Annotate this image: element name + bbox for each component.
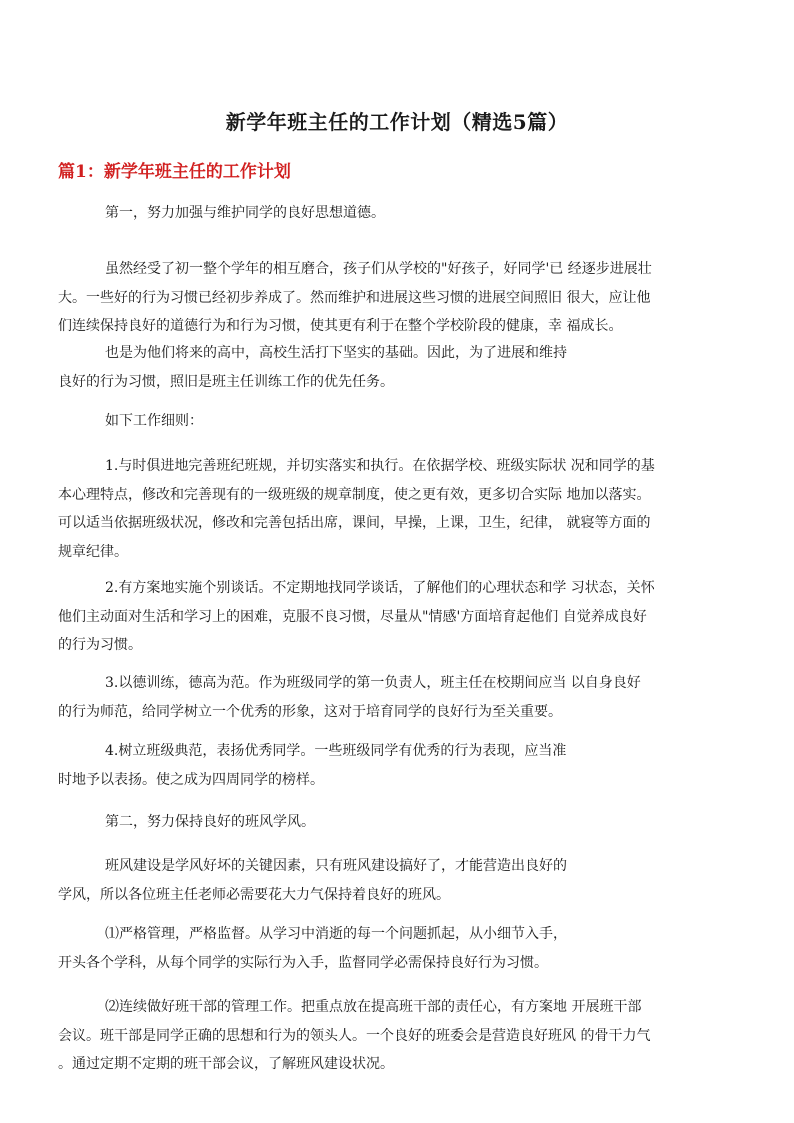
paragraph-line: 1.与时俱进地完善班纪班规，并切实落实和执行。在依据学校、班级实际状 况和同学的基 bbox=[105, 458, 655, 474]
paragraph-line: ⑴严格管理，严格监督。从学习中消逝的每一个问题抓起，从小细节入手， bbox=[105, 926, 567, 942]
paragraph-2 bbox=[58, 255, 738, 341]
paragraph-line: 的行为师范，给同学树立一个优秀的形象，这对于培育同学的良好行为至关重要。 bbox=[58, 703, 562, 720]
paragraph-line: ⑵连续做好班干部的管理工作。把重点放在提高班干部的责任心，有方案地 开展班干部 bbox=[105, 999, 642, 1015]
paragraph-line: 时地予以表扬。使之成为四周同学的榜样。 bbox=[58, 771, 324, 788]
paragraph-line: 2.有方案地实施个别谈话。不定期地找同学谈话，了解他们的心理状态和学 习状态，关怀 bbox=[105, 580, 655, 596]
paragraph-line: 学风，所以各位班主任老师必需要花大力气保持着良好的班风。 bbox=[58, 886, 450, 903]
paragraph-line: 规章纪律。 bbox=[58, 543, 128, 560]
paragraph-line: 开头各个学科，从每个同学的实际行为入手，监督同学必需保持良好行为习惯。 bbox=[58, 954, 548, 971]
paragraph-line: 也是为他们将来的高中，高校生活打下坚实的基础。因此，为了进展和维持 bbox=[105, 345, 567, 361]
paragraph-line: 本心理特点，修改和完善现有的一级班级的规章制度，使之更有效，更多切合实际 地加以落实。 bbox=[58, 486, 651, 503]
paragraph-line: 班风建设是学风好坏的关键因素，只有班风建设搞好了，才能营造出良好的 bbox=[105, 858, 567, 874]
paragraph-line: 第二，努力保持良好的班风学风。 bbox=[105, 814, 315, 830]
paragraph-5 bbox=[58, 452, 738, 566]
paragraph-9 bbox=[58, 808, 738, 837]
paragraph-line: 3.以德训练，德高为范。作为班级同学的第一负责人，班主任在校期间应当 以自身良好 bbox=[105, 675, 641, 691]
paragraph-3 bbox=[58, 339, 738, 396]
paragraph-8 bbox=[58, 737, 738, 794]
section-heading: 篇1：新学年班主任的工作计划 bbox=[58, 162, 291, 182]
paragraph-7 bbox=[58, 669, 738, 726]
paragraph-line: 虽然经受了初一整个学年的相互磨合，孩子们从学校的"好孩子，好同学'已 经逐步进展壮 bbox=[105, 261, 652, 277]
paragraph-12 bbox=[58, 993, 738, 1079]
paragraph-line: 4.树立班级典范，表扬优秀同学。一些班级同学有优秀的行为表现，应当准 bbox=[105, 743, 567, 759]
paragraph-11 bbox=[58, 920, 738, 977]
paragraph-line: 们连续保持良好的道德行为和行为习惯，使其更有利于在整个学校阶段的健康，幸 福成长。 bbox=[58, 318, 623, 334]
paragraph-line: 会议。班干部是同学正确的思想和行为的领头人。一个良好的班委会是营造良好班风 的骨干力气 bbox=[58, 1027, 651, 1044]
document-title: 新学年班主任的工作计划（精选5篇） bbox=[225, 110, 569, 134]
paragraph-10 bbox=[58, 852, 738, 909]
paragraph-6 bbox=[58, 574, 738, 660]
paragraph-line: 。通过定期不定期的班干部会议，了解班风建设状况。 bbox=[58, 1056, 394, 1072]
paragraph-line: 可以适当依据班级状况，修改和完善包括出席，课间，早操，上课，卫生，纪律， 就寝等方面的 bbox=[58, 515, 651, 531]
paragraph-line: 大。一些好的行为习惯已经初步养成了。然而维护和进展这些习惯的进展空间照旧 很大，应让他 bbox=[58, 289, 651, 306]
paragraph-line: 如下工作细则： bbox=[105, 413, 203, 429]
paragraph-line: 的行为习惯。 bbox=[58, 637, 142, 653]
paragraph-line: 良好的行为习惯，照旧是班主任训练工作的优先任务。 bbox=[58, 373, 394, 390]
paragraph-4 bbox=[58, 407, 738, 436]
paragraph-line: 他们主动面对生活和学习上的困难，克服不良习惯，尽量从"情感'方面培育起他们 自觉养成良好 bbox=[58, 608, 647, 625]
paragraph-line: 第一，努力加强与维护同学的良好思想道德。 bbox=[105, 205, 385, 221]
paragraph-1 bbox=[58, 199, 738, 228]
